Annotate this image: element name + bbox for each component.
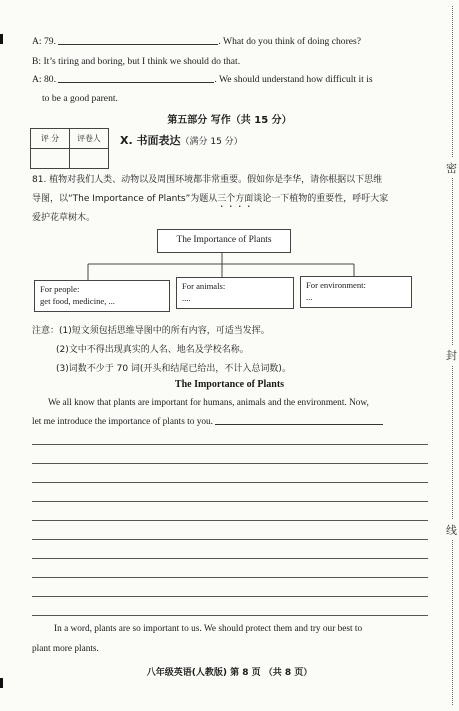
- question-line-3: 爱护花草树木。: [32, 213, 96, 223]
- part-title: 第五部分 写作（共 15 分）: [167, 115, 292, 126]
- branch-people-line-2: get food, medicine, ...: [40, 296, 115, 306]
- dialogue-a80-cont: to be a good parent.: [42, 93, 118, 104]
- essay-opening-2: [32, 417, 383, 427]
- writing-line[interactable]: [32, 558, 428, 559]
- a79-suffix: . What do you think of doing chores?: [218, 36, 362, 47]
- writing-line[interactable]: [32, 596, 428, 597]
- mindmap-center-text: The Importance of Plants: [176, 235, 272, 245]
- writing-title: X. 书面表达: [120, 134, 181, 147]
- branch-animals-line-1: For animals:: [182, 281, 226, 291]
- writing-line[interactable]: [215, 424, 383, 425]
- binding-char-xian: 线: [446, 520, 457, 540]
- essay-closing-2: plant more plants.: [32, 644, 99, 654]
- binding-char-mi: 密: [446, 158, 457, 178]
- essay-title: The Importance of Plants: [174, 379, 285, 390]
- writing-line[interactable]: [32, 539, 428, 540]
- writing-line[interactable]: [32, 501, 428, 502]
- essay-closing-1: In a word, plants are so important to us. We should protect them and try our best to: [54, 624, 363, 634]
- writing-line[interactable]: [32, 615, 428, 616]
- writing-line[interactable]: [32, 444, 428, 445]
- branch-environment-line-2: ...: [306, 292, 313, 302]
- binding-char-feng: 封: [446, 345, 457, 365]
- note-3: (3)词数不少于 70 词(开头和结尾已给出，不计入总词数)。: [56, 364, 291, 374]
- branch-animals-line-2: ....: [182, 293, 191, 303]
- question-line-2-pre: 导图，以“The Importance of Plants”为题从: [32, 194, 218, 204]
- dialogue-b: B: It’s tiring and boring, but I think we should do that.: [32, 56, 241, 67]
- score-header-2: 评卷人: [70, 129, 109, 149]
- note-1: 注意：(1)短文须包括思维导图中的所有内容，可适当发挥。: [32, 326, 270, 336]
- essay-opening-1: We all know that plants are important for humans, animals and the environment. Now,: [48, 398, 369, 408]
- a80-prefix: A: 80.: [32, 74, 56, 85]
- writing-line[interactable]: [32, 463, 428, 464]
- writing-line[interactable]: [32, 520, 428, 521]
- branch-environment-line-1: For environment:: [306, 280, 366, 290]
- question-emphasis: 三个方面: [217, 194, 254, 204]
- writing-points: （满分 15 分）: [180, 137, 243, 147]
- writing-line[interactable]: [32, 482, 428, 483]
- writing-line[interactable]: [32, 577, 428, 578]
- note-2: (2)文中不得出现真实的人名、地名及学校名称。: [56, 345, 249, 355]
- branch-people-line-1: For people:: [40, 284, 80, 294]
- question-line-1: 81. 植物对我们人类、动物以及周围环境都非常重要。假如你是李华，请你根据以下思维: [32, 175, 383, 185]
- essay-opening-2-text: let me introduce the importance of plants to you.: [32, 417, 213, 427]
- a79-prefix: A: 79.: [32, 36, 56, 47]
- score-header-1: 评 分: [31, 129, 70, 149]
- question-line-2-post: 谈论一下植物的重要性，呼吁大家: [253, 194, 389, 204]
- page-footer: 八年级英语(人教版) 第 8 页 （共 8 页）: [146, 668, 313, 678]
- a80-suffix: . We should understand how difficult it is: [214, 74, 373, 85]
